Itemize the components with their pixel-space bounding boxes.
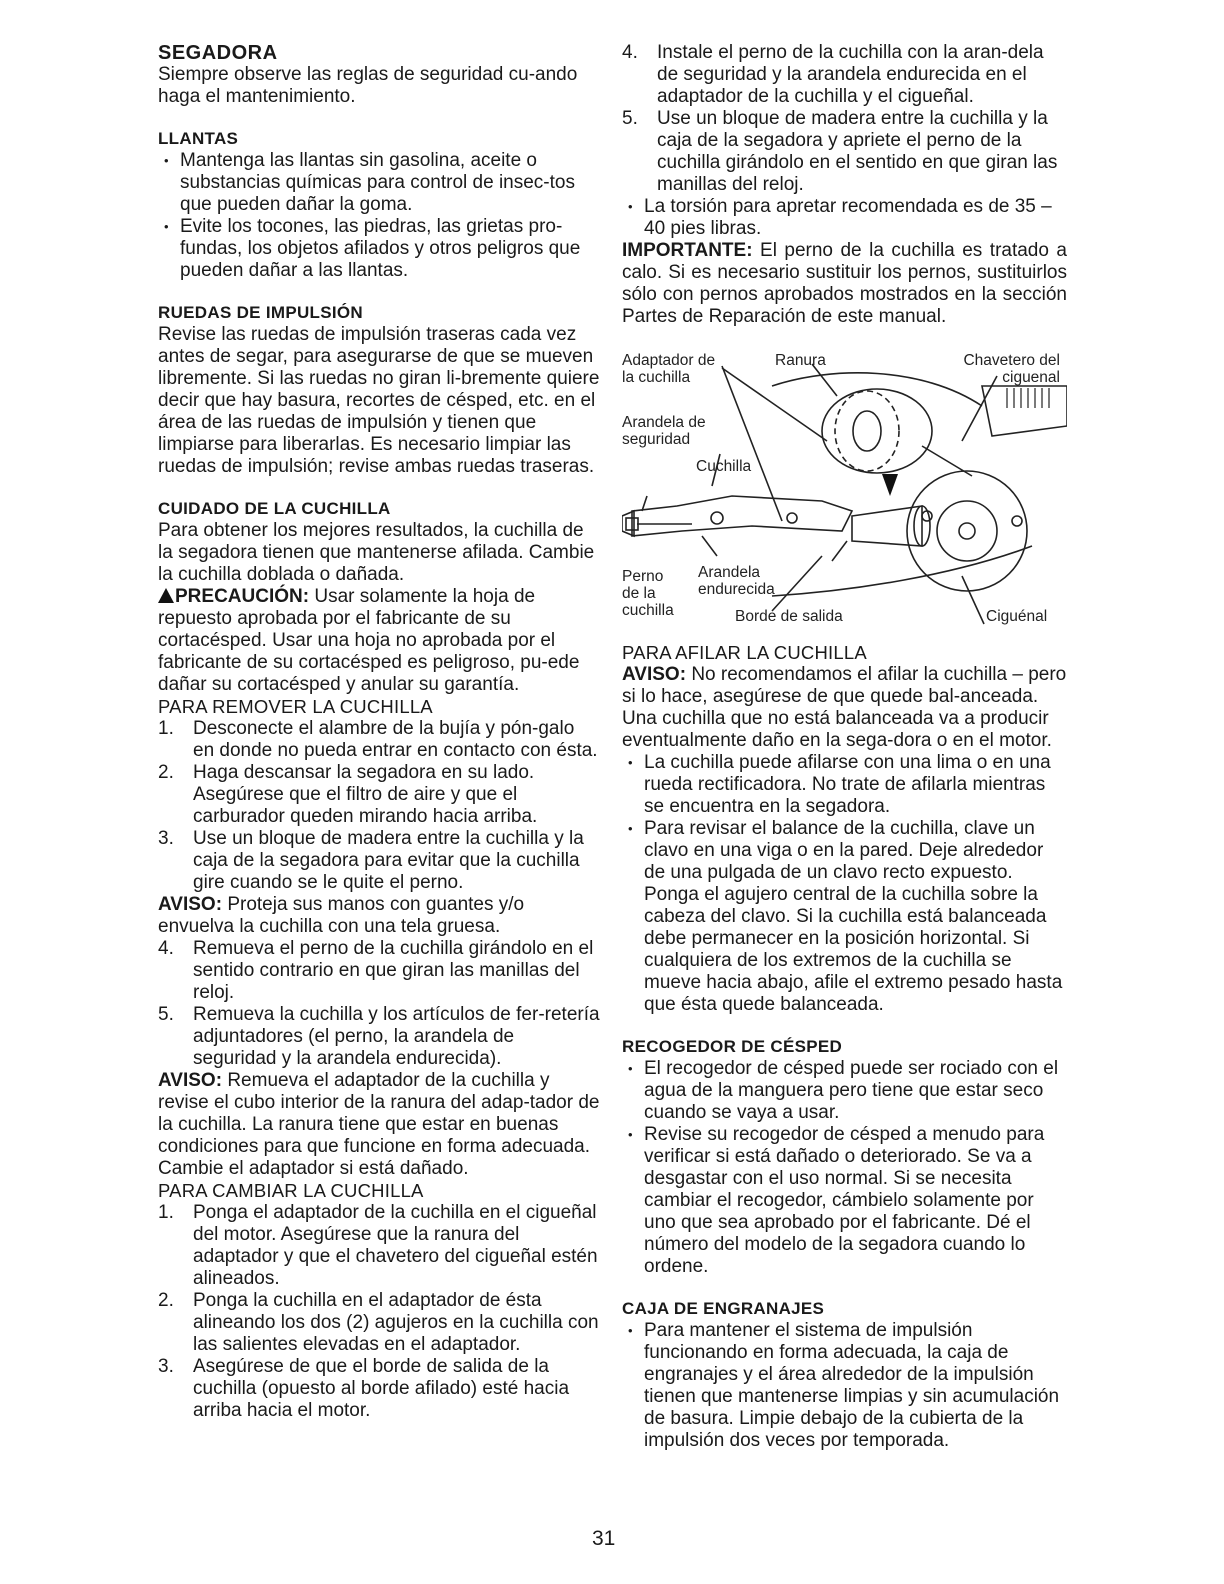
aviso-paragraph-2: AVISO: Remueva el adaptador de la cuchilla y revise el cubo interior de la ranura del adap-tador de la cuchilla. La ranura tiene que estar en buenas condiciones para que funcione en forma adecuada. Cambie el adaptador si está dañado. xyxy=(158,1070,600,1179)
caution-text: Usar solamente la hoja de repuesto aprobada por el fabricante de su cortacésped. Usar una hoja no aprobada por el fabricante de su cortacésped es peligroso, pu-ede dañar su cortacésped y anular su garantía. xyxy=(158,586,580,695)
afilar-list xyxy=(622,752,1067,1016)
label-chavetero: Chavetero del ciguenal xyxy=(963,352,1060,386)
llantas-list xyxy=(158,150,600,282)
torque-list xyxy=(622,196,1067,240)
caution-label: PRECAUCIÓN: xyxy=(175,586,310,607)
label-ranura: Ranura xyxy=(775,352,826,369)
list-item: 4. Instale el perno de la cuchilla con la aran-dela de seguridad y la arandela endurecida en el adaptador de la cuchilla y el cigueñal. xyxy=(622,42,1044,107)
list-item: 3. Asegúrese de que el borde de salida de la cuchilla (opuesto al borde afilado) esté hacia arriba hacia el motor. xyxy=(158,1356,570,1421)
list-item: • Mantenga las llantas sin gasolina, aceite o substancias químicas para control de insec-tos que pueden dañar la goma. xyxy=(158,150,600,216)
ruedas-text: Revise las ruedas de impulsión traseras cada vez antes de segar, para asegurarse de que se mueven libremente. Si las ruedas no giran li-bremente quiere decir que hay basura, recortes de césped, etc. en el área de las ruedas de impulsión y tienen que limpiarse para liberarlas. Es necesario limpiar las ruedas de impulsión; revise ambas ruedas traseras. xyxy=(158,324,600,477)
heading-recogedor: RECOGEDOR DE CÉSPED xyxy=(622,1037,843,1056)
heading-afilar: PARA AFILAR LA CUCHILLA xyxy=(622,642,867,663)
heading-cambiar: PARA CAMBIAR LA CUCHILLA xyxy=(158,1180,424,1201)
list-item: 4. Remueva el perno de la cuchilla girándolo en el sentido contrario en que giran las manillas del reloj. xyxy=(158,938,594,1003)
right-column xyxy=(622,42,1067,1452)
list-item: 2. Haga descansar la segadora en su lado. Asegúrese que el filtro de aire y que el carburador queden mirando hacia arriba. xyxy=(158,762,538,827)
recogedor-list xyxy=(622,1058,1067,1278)
label-arandela-endurecida: Arandela endurecida xyxy=(698,564,775,598)
section-title-segadora: SEGADORA xyxy=(158,42,278,64)
warning-triangle-icon xyxy=(158,588,174,603)
caution-paragraph xyxy=(158,586,600,696)
heading-caja: CAJA DE ENGRANAJES xyxy=(622,1299,825,1318)
list-item: 3. Use un bloque de madera entre la cuchilla y la caja de la segadora para evitar que la cuchilla gire cuando se le quite el perno. xyxy=(158,828,584,893)
label-borde-salida: Borde de salida xyxy=(735,608,843,625)
list-item: • Revise su recogedor de césped a menudo para verificar si está dañado o deteriorado. Se va a desgastar con el uso normal. Si se necesita cambiar el recogedor, cámbielo solamente por uno que sea aprobado por el fabricante. Dé el número del modelo de la segadora cuando lo ordene. xyxy=(622,1124,1067,1278)
list-item: • Evite los tocones, las piedras, las grietas pro-fundas, los objetos afilados y otros peligros que pueden dañar a las llantas. xyxy=(158,216,600,282)
page-number: 31 xyxy=(592,1527,616,1550)
heading-cuidado-cuchilla: CUIDADO DE LA CUCHILLA xyxy=(158,499,391,518)
cuchilla-text: Para obtener los mejores resultados, la cuchilla de la segadora tienen que mantenerse afilada. Cambie la cuchilla doblada o dañada. xyxy=(158,520,595,585)
list-item: 5. Use un bloque de madera entre la cuchilla y la caja de la segadora y apriete el perno de la cuchilla girándolo en el sentido en que giran las manillas del reloj. xyxy=(622,108,1058,195)
heading-llantas: LLANTAS xyxy=(158,129,239,148)
change-steps-a xyxy=(158,1202,600,1422)
blade-assembly-illustration xyxy=(622,346,1067,636)
list-item: 2. Ponga la cuchilla en el adaptador de ésta alineando los dos (2) agujeros en la cuchilla con las salientes elevadas en el adaptador. xyxy=(158,1290,599,1355)
list-item: • Para revisar el balance de la cuchilla, clave un clavo en una viga o en la pared. Deje alrededor de una pulgada de un clavo recto expuesto. Ponga el agujero central de la cuchilla sobre la cabeza del clavo. Si la cuchilla está balanceada debe permanecer en la posición horizontal. Si cualquiera de los extremos de la cuchilla se mueve hacia abajo, afile el extremo pesado hasta que ésta quede balanceada. xyxy=(622,818,1067,1016)
heading-remover: PARA REMOVER LA CUCHILLA xyxy=(158,696,433,717)
list-item: • La torsión para apretar recomendada es de 35 – 40 pies libras. xyxy=(622,196,1067,240)
left-column xyxy=(158,42,600,1422)
caja-list xyxy=(622,1320,1067,1452)
list-item: 1. Ponga el adaptador de la cuchilla en el cigueñal del motor. Asegúrese que la ranura del adaptador y que el chavetero del cigueñal estén alineados. xyxy=(158,1202,598,1289)
importante-paragraph: IMPORTANTE: El perno de la cuchilla es tratado a calo. Si es necesario sustituir los pernos, sustituirlos sólo con pernos aprobados mostrados en la sección Partes de Reparación de este manual. xyxy=(622,240,1067,327)
label-arandela-seguridad: Arandela de seguridad xyxy=(622,414,706,448)
aviso-paragraph-3: AVISO: No recomendamos el afilar la cuchilla – pero si lo hace, asegúrese de que quede bal-anceada. Una cuchilla que no está balanceada va a producir eventualmente daño en la sega-dora o en el motor. xyxy=(622,664,1067,751)
list-item: • El recogedor de césped puede ser rociado con el agua de la manguera pero tiene que estar seco cuando se vaya a usar. xyxy=(622,1058,1067,1124)
heading-ruedas: RUEDAS DE IMPULSIÓN xyxy=(158,303,363,322)
list-item: 5. Remueva la cuchilla y los artículos de fer-retería adjuntadores (el perno, la arandela de seguridad y la arandela endurecida). xyxy=(158,1004,600,1069)
blade-assembly-diagram xyxy=(622,346,1067,636)
list-item: • La cuchilla puede afilarse con una lima o en una rueda rectificadora. No trate de afilarla mientras se encuentra en la segadora. xyxy=(622,752,1067,818)
label-cuchilla: Cuchilla xyxy=(696,458,752,475)
list-item: 1. Desconecte el alambre de la bujía y pón-galo en donde no pueda entrar en contacto con ésta. xyxy=(158,718,598,761)
remove-steps-b xyxy=(158,938,600,1070)
change-steps-b xyxy=(622,42,1067,196)
intro-text: Siempre observe las reglas de seguridad cu-ando haga el mantenimiento. xyxy=(158,64,578,107)
remove-steps-a xyxy=(158,718,600,894)
aviso-paragraph-1: AVISO: Proteja sus manos con guantes y/o envuelva la cuchilla con una tela gruesa. xyxy=(158,894,525,937)
label-ciguenal: Ciguénal xyxy=(986,608,1048,625)
label-adaptador: Adaptador de la cuchilla xyxy=(622,352,716,386)
label-perno: Perno de la cuchilla xyxy=(622,568,674,619)
list-item: • Para mantener el sistema de impulsión funcionando en forma adecuada, la caja de engranajes y el área alrededor de la impulsión tienen que mantenerse limpias y sin acumulación de basura. Limpie debajo de la cubierta de la impulsión dos veces por temporada. xyxy=(622,1320,1067,1452)
